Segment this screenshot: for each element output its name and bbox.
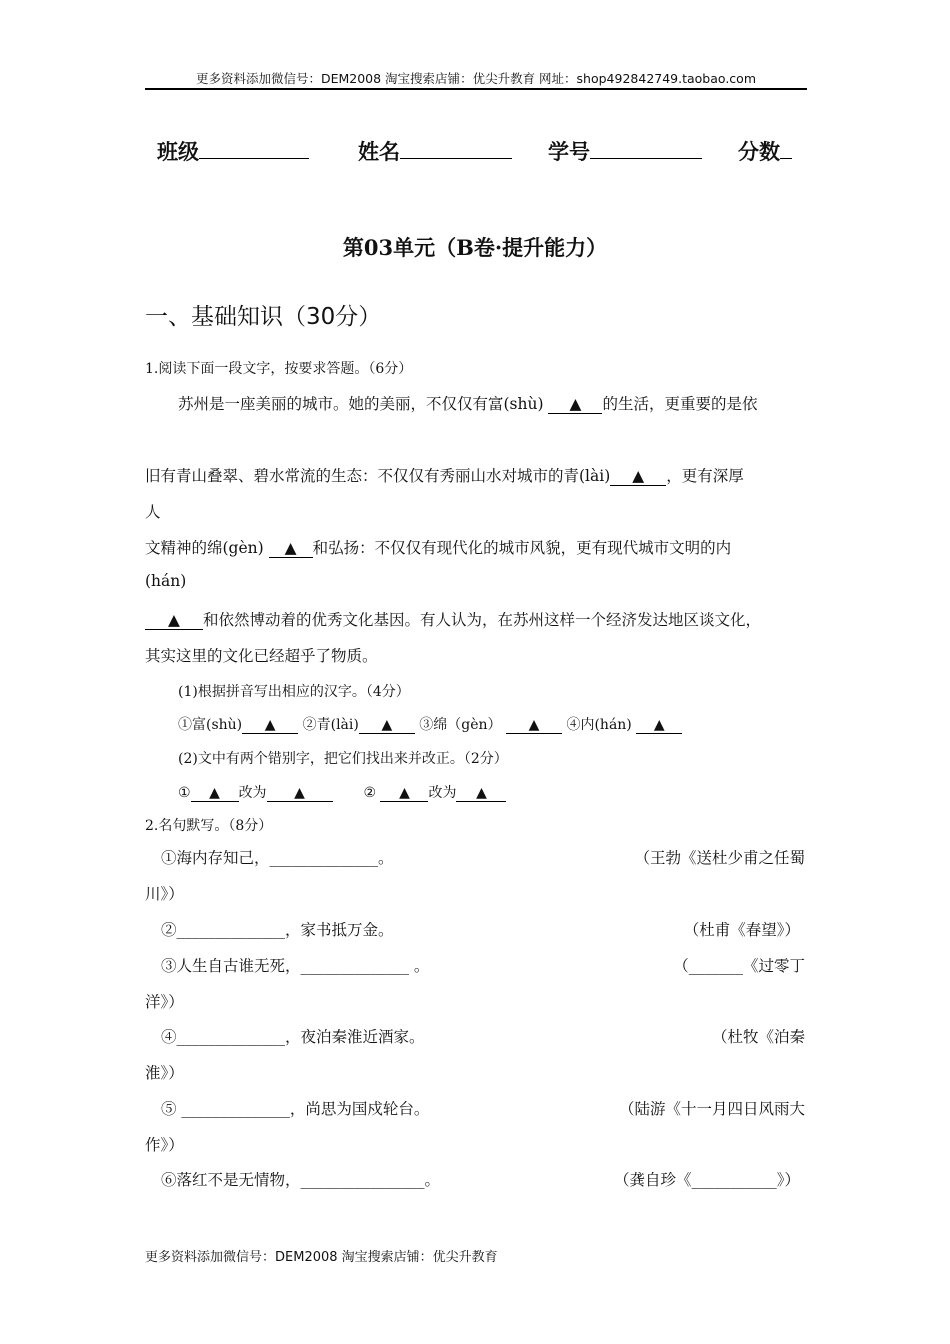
answer-blank[interactable]: ▲ <box>191 785 239 802</box>
q1-line-5: (hán) <box>145 572 187 590</box>
q1-line-4-text-b: 和弘扬：不仅仅有现代化的城市风貌，更有现代城市文明的内 <box>312 539 732 557</box>
score-blank[interactable] <box>780 139 792 159</box>
header-rule <box>145 88 807 90</box>
q1-line-6-text: 和依然博动着的优秀文化基因。有人认为，在苏州这样一个经济发达地区谈文化， <box>203 611 762 629</box>
change-label: 改为 <box>428 785 457 801</box>
q2-item-3: ③人生自古谁无死，______________ 。 <box>161 957 430 975</box>
q1-line-6 <box>145 608 761 630</box>
class-field <box>157 136 309 166</box>
answer-blank[interactable]: ▲ <box>269 539 313 558</box>
q1-sub2-answers <box>178 782 506 802</box>
q1-line-3: 人 <box>145 503 161 521</box>
name-label: 姓名 <box>358 140 400 164</box>
sub2-item-1: ① <box>178 785 191 801</box>
answer-blank[interactable]: ▲ <box>380 785 428 802</box>
sub1-item-2: ②青(lài) <box>302 717 359 733</box>
q2-item-1-source: （王勃《送杜少甫之任蜀 <box>634 849 805 867</box>
student-id-blank[interactable] <box>590 139 702 159</box>
answer-blank[interactable]: ▲ <box>506 717 562 734</box>
answer-blank[interactable]: ▲ <box>548 395 602 414</box>
q1-line-2-text-b: ，更有深厚 <box>666 467 744 485</box>
page-header: 更多资料添加微信号：DEM2008 淘宝搜索店铺：优尖升教育 网址：shop492842749.taobao.com <box>195 71 757 86</box>
q1-line-4 <box>145 536 731 558</box>
name-blank[interactable] <box>400 139 512 159</box>
q1-line-1 <box>178 392 757 414</box>
answer-blank[interactable]: ▲ <box>359 717 415 734</box>
answer-blank[interactable]: ▲ <box>145 611 203 630</box>
q1-sub2-prompt: (2)文中有两个错别字，把它们找出来并改正。（2分） <box>178 751 508 767</box>
student-id-label: 学号 <box>548 140 590 164</box>
score-label: 分数 <box>738 140 780 164</box>
q1-line-2 <box>145 464 744 486</box>
q1-line-2-text-a: 旧有青山叠翠、碧水常流的生态：不仅仅有秀丽山水对城市的青(lài) <box>145 467 611 485</box>
page-footer: 更多资料添加微信号：DEM2008 淘宝搜索店铺：优尖升教育 <box>145 1250 498 1265</box>
section-heading: 一、基础知识（30分） <box>145 304 382 330</box>
q1-line-7: 其实这里的文化已经超乎了物质。 <box>145 647 378 665</box>
q2-item-5-source-cont: 作》） <box>145 1136 184 1154</box>
answer-blank[interactable]: ▲ <box>456 785 506 802</box>
q2-item-4-source: （杜牧《泊秦 <box>711 1028 805 1046</box>
sub1-item-3: ③绵（gèn） <box>419 717 502 733</box>
sub2-item-2: ② <box>363 785 377 801</box>
q1-line-1-text-a: 苏州是一座美丽的城市。她的美丽，不仅仅有富(shù) <box>178 395 544 413</box>
name-field <box>358 136 512 166</box>
q1-sub1-prompt: (1)根据拼音写出相应的汉字。（4分） <box>178 684 410 700</box>
answer-blank[interactable]: ▲ <box>636 717 682 734</box>
change-label: 改为 <box>238 785 267 801</box>
q2-item-2-source: （杜甫《春望》） <box>683 921 800 939</box>
answer-blank[interactable]: ▲ <box>242 717 298 734</box>
q2-item-4-source-cont: 淮》） <box>145 1064 184 1082</box>
q2-item-5-source: （陆游《十一月四日风雨大 <box>618 1100 805 1118</box>
q2-item-4: ④______________，夜泊秦淮近酒家。 <box>161 1028 425 1046</box>
answer-blank[interactable]: ▲ <box>610 467 666 486</box>
unit-title: 第03单元（B卷·提升能力） <box>342 235 608 260</box>
q1-sub1-answers <box>178 714 682 734</box>
sub1-item-4: ④内(hán) <box>566 717 632 733</box>
q2-item-1-source-cont: 川》） <box>145 885 184 903</box>
q1-line-4-text-a: 文精神的绵(gèn) <box>145 539 264 557</box>
q2-item-6-source: （龚自珍《___________》） <box>613 1171 800 1189</box>
q2-item-5: ⑤ ______________，尚思为国戍轮台。 <box>161 1100 430 1118</box>
q1-line-1-text-b: 的生活，更重要的是依 <box>602 395 758 413</box>
class-blank[interactable] <box>199 139 309 159</box>
answer-blank[interactable]: ▲ <box>267 785 333 802</box>
q2-item-3-source-cont: 洋》） <box>145 993 184 1011</box>
student-id-field <box>548 136 702 166</box>
class-label: 班级 <box>157 140 199 164</box>
q2-item-3-source: （_______《过零丁 <box>673 957 805 975</box>
q1-prompt: 1.阅读下面一段文字，按要求答题。（6分） <box>145 361 413 377</box>
q2-prompt: 2.名句默写。（8分） <box>145 818 273 834</box>
q2-item-2: ②______________，家书抵万金。 <box>161 921 394 939</box>
q2-item-6: ⑥落红不是无情物，________________。 <box>161 1171 441 1189</box>
sub1-item-1: ①富(shù) <box>178 717 243 733</box>
score-field <box>738 136 792 166</box>
q2-item-1: ①海内存知己，______________。 <box>161 849 394 867</box>
